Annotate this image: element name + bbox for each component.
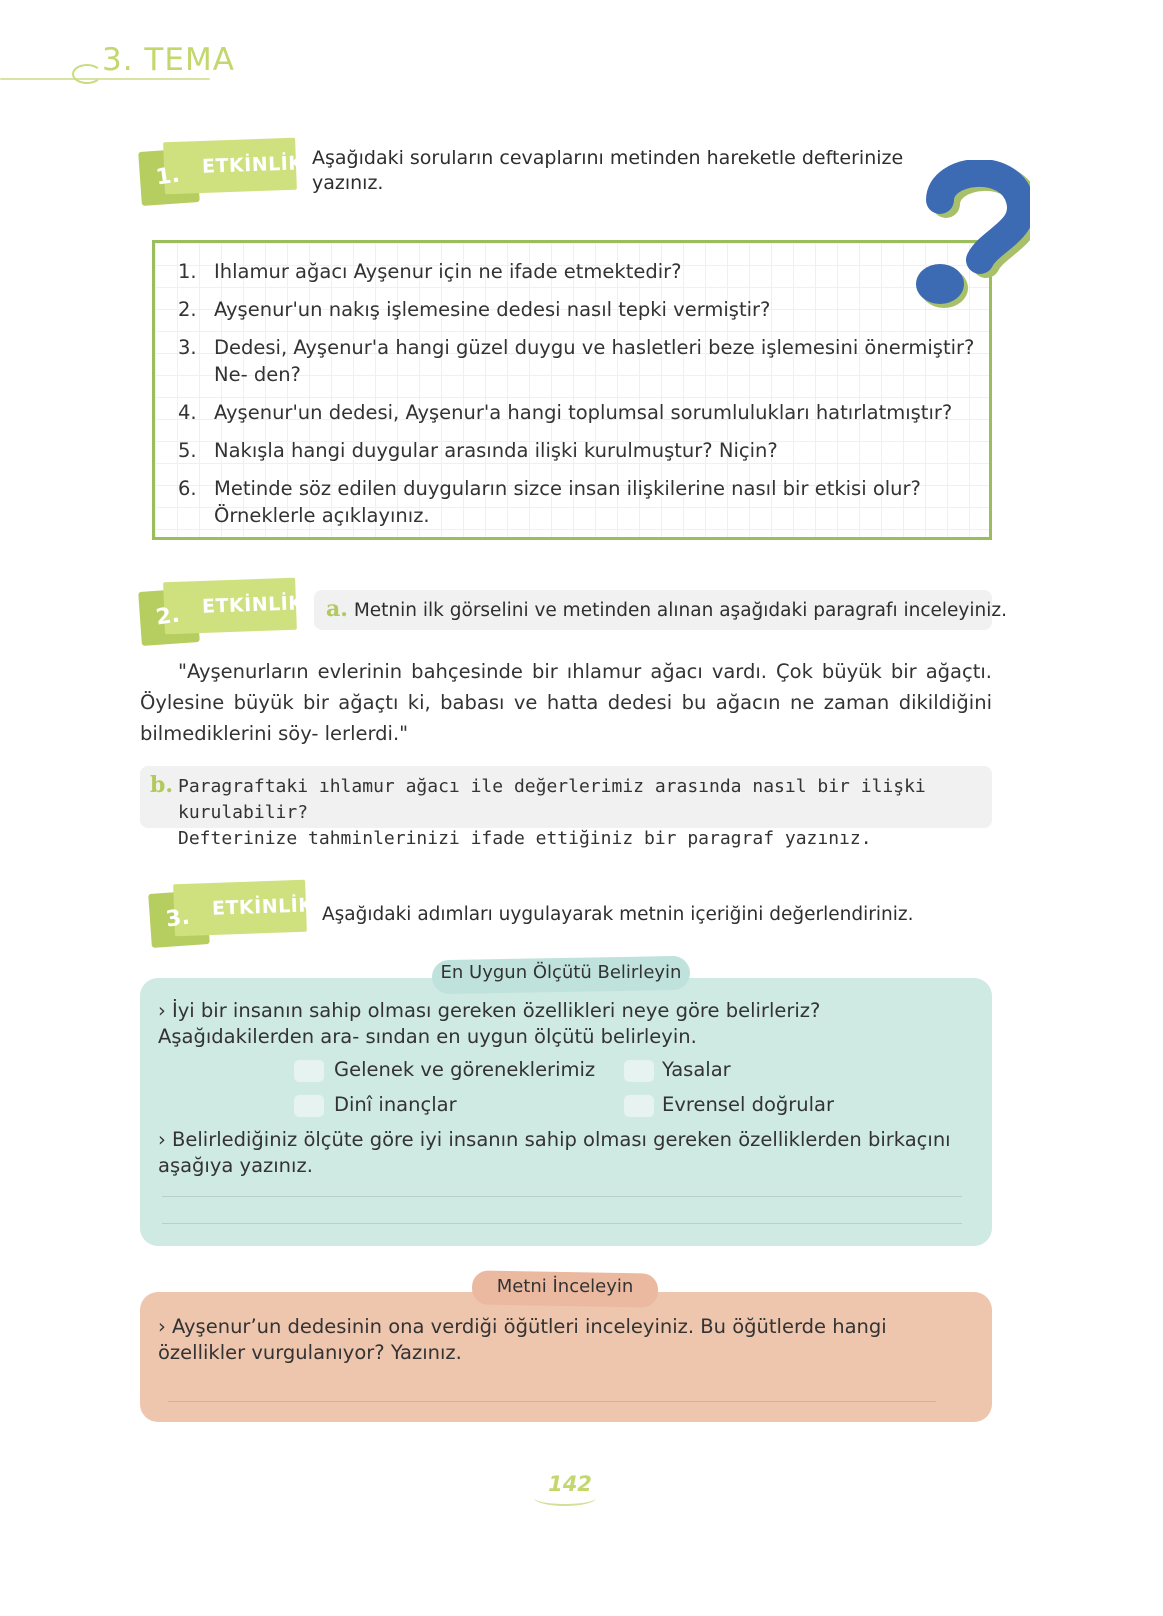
question-item: 1. Ihlamur ağacı Ayşenur için ne ifade etmektedir? xyxy=(178,260,682,283)
theme-swirl-decoration xyxy=(72,64,102,84)
activity-3-label: ETKİNLİK xyxy=(211,894,314,920)
activity-1-label: ETKİNLİK xyxy=(201,152,304,178)
option-checkbox[interactable] xyxy=(624,1095,654,1117)
activity-3-number: 3. xyxy=(164,904,192,933)
question-item: 2. Ayşenur'un nakış işlemesine dedesi nasıl tepki vermiştir? xyxy=(178,298,771,321)
activity-1-number: 1. xyxy=(154,162,182,191)
question-item: 6. Metinde söz edilen duyguların sizce insan ilişkilerine nasıl bir etkisi olur? Örneklerle açıklayınız. xyxy=(178,477,921,527)
page-number-swirl xyxy=(534,1490,596,1506)
activity-1-instruction: Aşağıdaki soruların cevaplarını metinden hareketle defterinize yazınız. xyxy=(312,147,904,194)
option-checkbox[interactable] xyxy=(294,1095,324,1117)
option-checkbox[interactable] xyxy=(624,1060,654,1082)
theme-title: 3. TEMA xyxy=(102,42,235,78)
examine-text-tab-label: Metni İnceleyin xyxy=(496,1276,634,1297)
option-checkbox[interactable] xyxy=(294,1060,324,1082)
answer-line[interactable] xyxy=(168,1401,936,1402)
option-label: Gelenek ve göreneklerimiz xyxy=(334,1058,596,1081)
question-item: 3. Dedesi, Ayşenur'a hangi güzel duygu ve hasletleri beze işlemesini önermiştir? Ne- den? xyxy=(178,336,975,386)
question-item: 5. Nakışla hangi duygular arasında ilişki kurulmuştur? Niçin? xyxy=(178,439,778,462)
activity-2b-letter: b. xyxy=(150,772,174,798)
activity-2-badge xyxy=(140,580,304,644)
activity-2a-instruction: a. Metnin ilk görselini ve metinden alınan aşağıdaki paragrafı inceleyiniz. xyxy=(326,596,1007,622)
page-number: 142 xyxy=(548,1472,592,1496)
activity-2b-text: Paragraftaki ıhlamur ağacı ile değerlerimiz arasında nasıl bir ilişki kurulabilir? Defterinize tahminlerinizi ifade ettiğiniz bir paragraf yazınız. xyxy=(178,776,926,849)
answer-line[interactable] xyxy=(162,1196,962,1197)
criteria-tab-label: En Uygun Ölçütü Belirleyin xyxy=(440,962,682,983)
activity-3-instruction: Aşağıdaki adımları uygulayarak metnin içeriğini değerlendiriniz. xyxy=(322,904,914,925)
activity-1-badge xyxy=(140,140,304,204)
examine-question: › Ayşenur’un dedesinin ona verdiği öğütleri inceleyiniz. Bu öğütlerde hangi özellikler vurgulanıyor? Yazınız. xyxy=(158,1315,887,1364)
option-label: Evrensel doğrular xyxy=(662,1093,835,1116)
theme-underline xyxy=(0,78,210,80)
question-list xyxy=(178,258,978,540)
question-item: 4. Ayşenur'un dedesi, Ayşenur'a hangi toplumsal sorumlulukları hatırlatmıştır? xyxy=(178,401,953,424)
criteria-question-2: › Belirlediğiniz ölçüte göre iyi insanın sahip olması gereken özelliklerden birkaçını aşağıya yazınız. xyxy=(158,1128,951,1177)
activity-3-badge xyxy=(150,882,314,946)
option-label: Yasalar xyxy=(662,1058,731,1081)
criteria-question: › İyi bir insanın sahip olması gereken özellikleri neye göre belirleriz? Aşağıdakilerden ara- sından en uygun ölçütü belirleyin. xyxy=(158,999,821,1048)
option-label: Dinî inançlar xyxy=(334,1093,457,1116)
activity-2-label: ETKİNLİK xyxy=(201,592,304,618)
quoted-paragraph: "Ayşenurların evlerinin bahçesinde bir ıhlamur ağacı vardı. Çok büyük bir ağaçtı. Öylesine büyük bir ağaçtı ki, babası ve hatta dedesi bu ağacın ne zaman dikildiğini bilmediklerini söy- lerlerdi." xyxy=(140,660,992,745)
answer-line[interactable] xyxy=(162,1223,962,1224)
activity-2-number: 2. xyxy=(154,602,182,631)
